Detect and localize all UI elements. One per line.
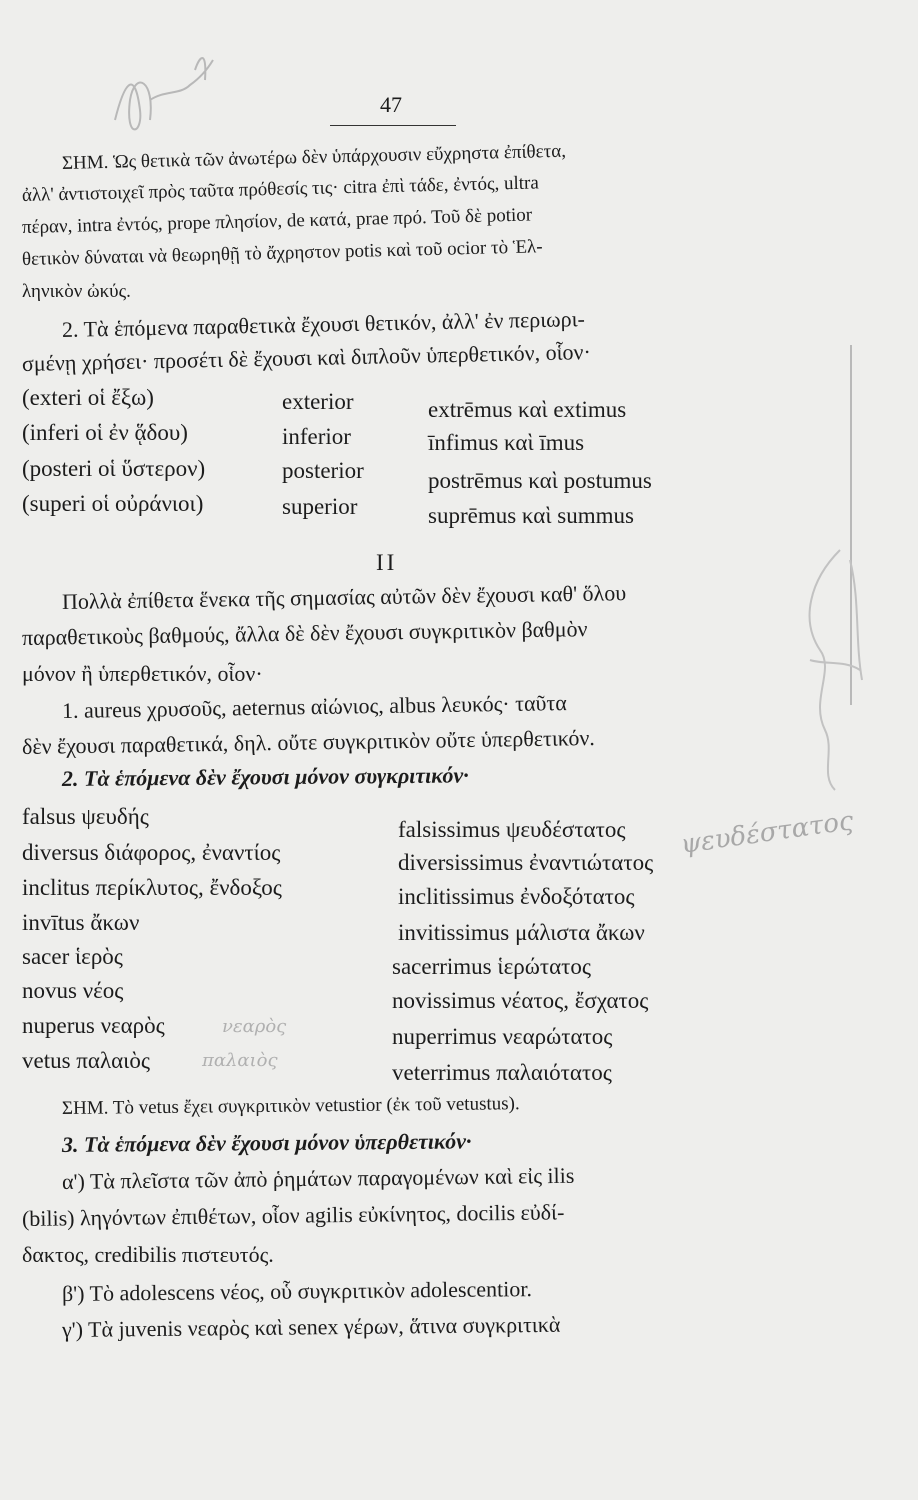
- table2-positive: inclitus περίκλυτος, ἔνδοξος: [22, 875, 282, 900]
- page-number: 47: [380, 92, 402, 117]
- item-3-heading: 3. Τὰ ἑπόμενα δὲν ἔχουσι μόνον ὑπερθετικόν·: [61, 1128, 472, 1157]
- signature-scribble: [95, 40, 225, 150]
- table2-positive: falsus ψευδής: [22, 804, 149, 829]
- table2-superlative: sacerrimus ἱερώτατος: [392, 954, 591, 979]
- table2-positive: nuperus νεαρὸς: [22, 1013, 165, 1038]
- table2-superlative: novissimus νέατος, ἔσχατος: [392, 988, 649, 1013]
- item-3a-line: (bilis) ληγόντων ἐπιθέτων, οἷον agilis εὐκίνητος, docilis εὐδί-: [21, 1199, 565, 1231]
- table2-superlative: veterrimus παλαιότατος: [392, 1060, 612, 1085]
- table2-superlative: inclitissimus ἐνδοξότατος: [398, 884, 635, 909]
- note-2: ΣΗΜ. Τὸ vetus ἔχει συγκριτικὸν vetustior (ἐκ τοῦ vetustus).: [61, 1093, 520, 1119]
- paragraph-2-line: 2. Τὰ ἑπόμενα παραθετικὰ ἔχουσι θετικόν, ἀλλ' ἐν περιωρι-: [61, 306, 586, 342]
- item-1-line: 1. aureus χρυσοῦς, aeternus αἰώνιος, albus λευκός· ταῦτα: [61, 690, 567, 723]
- table2-positive: diversus διάφορος, ἐναντίος: [22, 840, 281, 865]
- item-3b: β') Τὸ adolescens νέος, οὗ συγκριτικὸν adolescentior.: [61, 1276, 533, 1306]
- intro-line: Πολλὰ ἐπίθετα ἕνεκα τῆς σημασίας αὐτῶν δὲν ἔχουσι καθ' ὅλου: [61, 580, 627, 614]
- note-1-line: ἀλλ' ἀντιστοιχεῖ πρὸς ταῦτα πρόθεσίς τις· citra ἐπὶ τάδε, ἐντός, ultra: [21, 172, 540, 206]
- table2-positive: vetus παλαιὸς: [22, 1048, 150, 1073]
- item-3a-line: δακτος, credibilis πιστευτός.: [22, 1242, 274, 1267]
- table1-superlative: suprēmus καὶ summus: [428, 503, 634, 528]
- table2-superlative: diversissimus ἐναντιώτατος: [398, 850, 654, 875]
- table1-positive: (superi οἱ οὐράνιοι): [22, 491, 204, 516]
- item-2-heading: 2. Τὰ ἑπόμενα δὲν ἔχουσι μόνον συγκριτικόν·: [61, 762, 469, 791]
- section-heading: II: [376, 550, 398, 575]
- note-1-line: ΣΗΜ. Ὡς θετικὰ τῶν ἀνωτέρω δὲν ὑπάρχουσιν εὔχρηστα ἐπίθετα,: [61, 140, 567, 174]
- margin-pencil-scribble: [780, 540, 890, 800]
- item-1-line: δὲν ἔχουσι παραθετικά, δηλ. οὔτε συγκριτικὸν οὔτε ὑπερθετικόν.: [21, 725, 595, 759]
- table2-positive: sacer ἱερὸς: [22, 944, 123, 969]
- paragraph-2-line: σμένῃ χρήσει· προσέτι δὲ ἔχουσι καὶ διπλοῦν ὑπερθετικόν, οἷον·: [21, 339, 592, 376]
- table2-positive: invītus ἄκων: [22, 910, 140, 935]
- intro-line: παραθετικοὺς βαθμούς, ἄλλα δὲ δὲν ἔχουσι συγκριτικὸν βαθμὸν: [21, 616, 588, 650]
- page-number-rule: [330, 125, 456, 126]
- table1-positive: (exteri οἱ ἔξω): [22, 385, 154, 410]
- table1-comparative: inferior: [282, 424, 351, 449]
- handwritten-inline-note: παλαιὸς: [202, 1050, 278, 1071]
- table2-positive: novus νέος: [22, 978, 124, 1003]
- table1-comparative: exterior: [282, 389, 354, 414]
- note-1-line: ληνικὸν ὠκύς.: [22, 281, 131, 302]
- note-1-line: θετικὸν δύναται νὰ θεωρηθῇ τὸ ἄχρηστον potis καὶ τοῦ ocior τὸ Ἑλ-: [21, 236, 543, 270]
- table1-comparative: superior: [282, 494, 358, 519]
- table2-superlative: nuperrimus νεαρώτατος: [392, 1024, 613, 1049]
- table2-superlative: invitissimus μάλιστα ἄκων: [398, 920, 645, 945]
- table1-superlative: extrēmus καὶ extimus: [428, 397, 627, 422]
- intro-line: μόνον ἢ ὑπερθετικόν, οἷον·: [22, 661, 263, 686]
- table1-comparative: posterior: [282, 458, 364, 483]
- handwritten-inline-note: νεαρὸς: [222, 1016, 287, 1037]
- note-1-line: πέραν, intra ἐντός, prope πλησίον, de κατά, prae πρό. Τοῦ δὲ potior: [21, 204, 533, 238]
- item-3a-line: α') Τὰ πλεῖστα τῶν ἀπὸ ῥημάτων παραγομένων καὶ εἰς ilis: [61, 1162, 575, 1194]
- table1-positive: (inferi οἱ ἐν ᾅδου): [22, 420, 188, 445]
- table2-superlative: falsissimus ψευδέστατος: [398, 817, 626, 842]
- table1-superlative: postrēmus καὶ postumus: [428, 468, 652, 493]
- table1-superlative: īnfimus καὶ īmus: [428, 430, 585, 455]
- table1-positive: (posteri οἱ ὕστερον): [22, 456, 206, 481]
- handwritten-margin-note: ψευδέστατος: [678, 806, 856, 860]
- item-3c: γ') Τὰ juvenis νεαρὸς καὶ senex γέρων, ἅτινα συγκριτικὰ: [61, 1311, 561, 1342]
